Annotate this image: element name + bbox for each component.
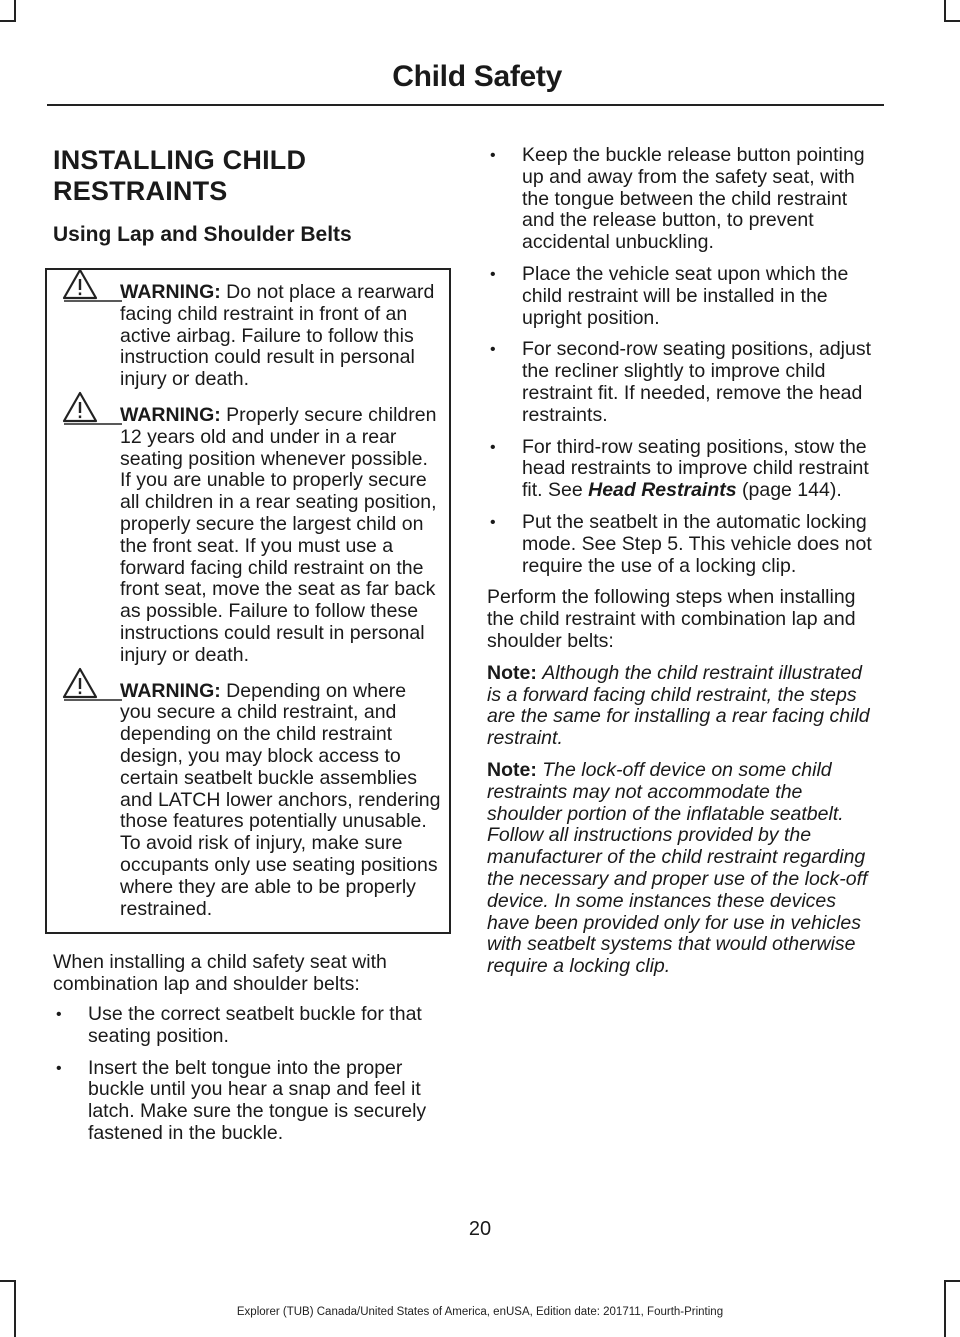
section-title [53, 145, 455, 207]
crop-mark [944, 20, 960, 22]
list-item: • For second-row seating positions, adjust the recliner slightly to improve child restraint fit. If needed, remove the head restraints. [487, 339, 880, 426]
section-title-line1: INSTALLING CHILD [53, 145, 307, 175]
list-item [487, 437, 880, 502]
note [487, 760, 880, 978]
page-header-title: Child Safety [392, 60, 562, 93]
warning-box [45, 268, 451, 934]
warning-item [55, 282, 441, 391]
warning-triangle-icon [62, 268, 124, 302]
bullet-list [487, 145, 880, 577]
warning-text: Do not place a rearward facing child restraint in front of an active airbag. Failure to follow this instruction could result in personal injury or death. [120, 281, 435, 391]
warning-item [55, 405, 441, 667]
intro-paragraph: When installing a child safety seat with combination lap and shoulder belts: [53, 951, 387, 996]
steps-intro: Perform the following steps when installing the child restraint with combination lap and shoulder belts: [487, 586, 856, 652]
note-label: Note: [487, 758, 537, 781]
list-item: • Put the seatbelt in the automatic locking mode. See Step 5. This vehicle does not require the use of a locking clip. [487, 512, 880, 577]
crop-mark [944, 0, 946, 22]
note [487, 663, 880, 750]
list-item: • Insert the belt tongue into the proper buckle until you hear a snap and feel it latch. Make sure the tongue is securely fastened in the buckle. [53, 1058, 455, 1145]
bullet-list [53, 1004, 455, 1145]
list-item-text: For third-row seating positions, stow the head restraints to improve child restraint fit. See [522, 435, 869, 502]
list-item: • Use the correct seatbelt buckle for that seating position. [53, 1004, 455, 1048]
header-rule [47, 104, 884, 106]
warning-text: Depending on where you secure a child restraint, and depending on the child restraint design, you may block access to certain seatbelt buckle assemblies and LATCH lower anchors, rendering those features potentially unusable. To avoid risk of injury, make sure occupants only use seating positions where they are able to be properly restrained. [120, 679, 441, 920]
page-number: 20 [468, 1218, 492, 1240]
subsection-title: Using Lap and Shoulder Belts [53, 223, 352, 246]
warning-text: Properly secure children 12 years old and under in a rear seating position whenever possible. If you are unable to properly secure all children in a rear seating position, properly secure the largest child on the front seat. If you must use a forward facing child restraint on the front seat, move the seat as far back as possible. Failure to follow these instructions could result in personal injury or death. [120, 403, 437, 666]
note-text: Although the child restraint illustrated is a forward facing child restraint, the steps are the same for installing a rear facing child restraint. [487, 661, 870, 750]
left-column [53, 145, 455, 1155]
cross-reference-link[interactable]: Head Restraints [588, 479, 737, 502]
crop-mark [944, 1280, 960, 1282]
note-text: The lock-off device on some child restraints may not accommodate the shoulder portion of the inflatable seatbelt. Follow all instructions provided by the manufacturer of the child restraint regarding the necessary and proper use of the lock-off device. In some instances these devices have been provided only for use in vehicles with seatbelt systems that would otherwise require a locking clip. [487, 758, 868, 978]
warning-item [55, 681, 441, 921]
warning-triangle-icon [62, 391, 124, 425]
warning-label: WARNING: [120, 679, 221, 702]
warning-triangle-icon [62, 667, 124, 701]
crop-mark [0, 1280, 16, 1282]
page-reference: (page 144). [736, 479, 842, 502]
list-item: • Place the vehicle seat upon which the child restraint will be installed in the upright position. [487, 264, 880, 329]
note-label: Note: [487, 661, 537, 684]
section-title-line2: RESTRAINTS [53, 176, 228, 206]
right-column [487, 145, 880, 988]
footer-text: Explorer (TUB) Canada/United States of America, enUSA, Edition date: 201711, Fourth-Printing [236, 1306, 724, 1318]
crop-mark [0, 20, 16, 22]
warning-label: WARNING: [120, 281, 221, 303]
warning-label: WARNING: [120, 403, 221, 426]
crop-mark [14, 0, 16, 22]
list-item: • Keep the buckle release button pointing up and away from the safety seat, with the tongue between the child restraint and the release button, to prevent accidental unbuckling. [487, 145, 880, 254]
